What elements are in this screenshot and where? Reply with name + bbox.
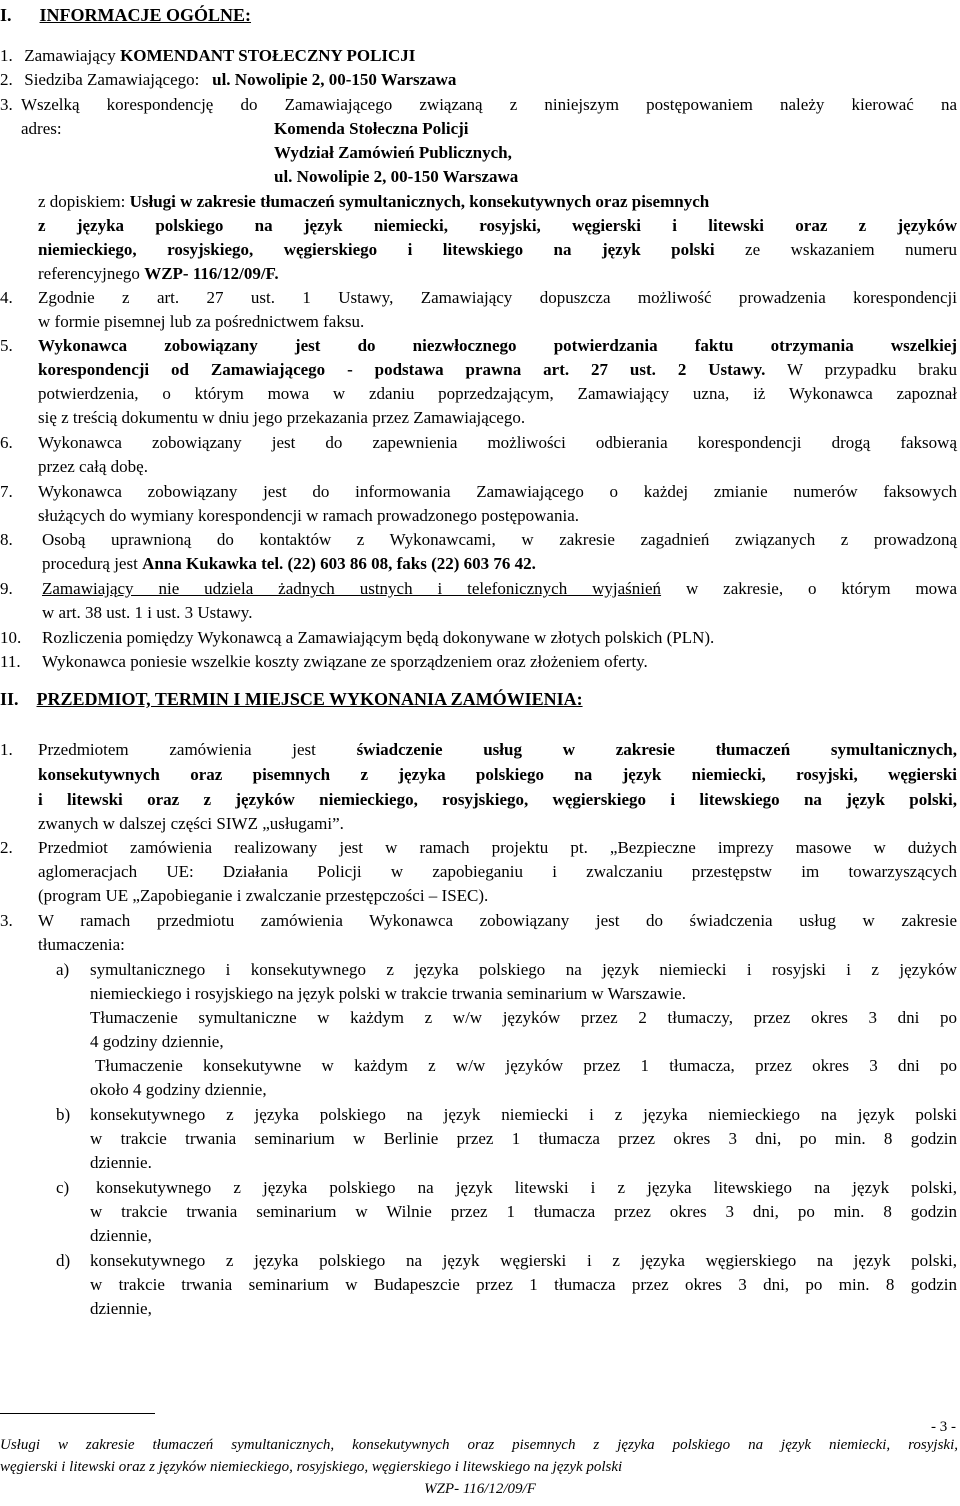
s1-item-6-line-2: przez całą dobę. (38, 457, 148, 476)
dopisek-text: niemieckiego, rosyjskiego, węgierskiego i litewskiego na język polski (38, 240, 715, 259)
subitem-c-line-2: w trakcie trwania seminarium w Wilnie przez 1 tłumacza przez okres 3 dni, po min. 8 godzin (90, 1202, 957, 1221)
subitem-c-marker: c) (56, 1178, 70, 1197)
subitem-a-line-4: 4 godziny dziennie, (90, 1032, 224, 1051)
subitem-b-line-2: w trakcie trwania seminarium w Berlinie przez 1 tłumacza przez okres 3 dni, po min. 8 godzin (90, 1129, 957, 1148)
s1-item-9-line-1 (42, 577, 957, 601)
s1-item-3-number: 3. (0, 95, 13, 114)
item-bold-text: ul. Nowolipie 2, 00-150 Warszawa (212, 70, 457, 89)
dopisek-text: Usługi w zakresie tłumaczeń symultanicznych, konsekutywnych oraz pisemnych (129, 192, 710, 211)
footer-line-1: Usługi w zakresie tłumaczeń symultanicznych, konsekutywnych oraz pisemnych z języka polskiego na język niemiecki, rosyjski, (0, 1437, 958, 1453)
subitem-d-line-2: w trakcie trwania seminarium w Budapeszcie przez 1 tłumacza przez okres 3 dni, po min. 8 godzin (90, 1275, 957, 1294)
section-1-heading (0, 4, 251, 28)
s1-item-5-line-2 (38, 358, 957, 382)
s1-item-9-line-2: w art. 38 ust. 1 i ust. 3 Ustawy. (42, 603, 253, 622)
section-1-title: INFORMACJE OGÓLNE: (39, 5, 252, 25)
section-2-heading (0, 688, 583, 712)
item-bold-text: KOMENDANT STOŁECZNY POLICJI (120, 46, 416, 65)
s1-item-5-number: 5. (0, 336, 13, 355)
s1-item-3-adres-label: adres: (21, 119, 62, 138)
item-text: Zamawiający (24, 46, 121, 65)
item-bold-text: świadczenie usług w zakresie tłumaczeń symultanicznych, (356, 740, 957, 759)
s2-item-2-line-3: (program UE „Zapobieganie i zwalczanie przestępczości – ISEC). (38, 886, 489, 905)
s2-item-1-number: 1. (0, 740, 13, 759)
s2-item-2-number: 2. (0, 838, 13, 857)
subitem-a-marker: a) (56, 960, 70, 979)
s1-item-8-line-2 (42, 552, 536, 576)
s1-item-10-number: 10. (0, 628, 22, 647)
dopisek-label: z dopiskiem: (38, 192, 130, 211)
s2-item-1-line-4: zwanych w dalszej części SIWZ „usługami”. (38, 814, 344, 833)
s1-dopisek-line-2: z języka polskiego na język niemiecki, rosyjski, węgierski i litewski oraz z języków (38, 216, 957, 235)
s1-item-7-number: 7. (0, 482, 13, 501)
subitem-d-line-1: konsekutywnego z języka polskiego na język węgierski i z języka węgierskiego na język polski, (90, 1251, 957, 1270)
subitem-b-line-3: dziennie. (90, 1153, 152, 1172)
footer-line-2: węgierski i litewski oraz z języków niemieckiego, rosyjskiego, węgierskiego i litewskiego na język polski (0, 1459, 623, 1475)
s1-item-4-line-2: w formie pisemnej lub za pośrednictwem faksu. (38, 312, 365, 331)
footer-rule (0, 1413, 155, 1414)
s1-dopisek-line-3 (38, 238, 957, 262)
dopisek-rest: ze wskazaniem numeru (714, 240, 958, 259)
s1-address-line-2: Wydział Zamówień Publicznych, (274, 143, 512, 162)
s1-item-5-line-3: potwierdzenia, o którym mowa w zdaniu poprzedzającym, Zamawiający uzna, iż Wykonawca zapoznał (38, 384, 957, 403)
s1-item-11-number: 11. (0, 652, 21, 671)
s1-item-4-number: 4. (0, 288, 13, 307)
item-number: 1. (0, 46, 13, 65)
item-text: Siedziba Zamawiającego: (24, 70, 200, 89)
section-1-number: I. (0, 5, 12, 25)
s2-item-1-line-1 (38, 738, 957, 762)
s1-item-6-line-1: Wykonawca zobowiązany jest do zapewnienia możliwości odbierania korespondencji drogą faksową (38, 433, 957, 452)
s1-item-5-line-4: się z treścią dokumentu w dniu jego przekazania przez Zamawiającego. (38, 408, 526, 427)
s1-item-4-line-1: Zgodnie z art. 27 ust. 1 Ustawy, Zamawiający dopuszcza możliwość prowadzenia korespondencji (38, 288, 957, 307)
page-number: - 3 - (931, 1419, 956, 1435)
s2-item-3-line-2: tłumaczenia: (38, 935, 125, 954)
subitem-c-line-1: konsekutywnego z języka polskiego na język litewski i z języka litewskiego na język polski, (96, 1178, 957, 1197)
subitem-a-line-3: Tłumaczenie symultaniczne w każdym z w/w języków przez 2 tłumaczy, przez okres 3 dni po (90, 1008, 957, 1027)
s1-address-line-1: Komenda Stołeczna Policji (274, 119, 469, 138)
subitem-b-line-1: konsekutywnego z języka polskiego na język niemiecki i z języka niemieckiego na język polski (90, 1105, 957, 1124)
subitem-d-marker: d) (56, 1251, 71, 1270)
s1-item-8-line-1: Osobą uprawnioną do kontaktów z Wykonawcami, w zakresie zagadnień związanych z prowadzoną (42, 530, 957, 549)
subitem-a-line-1: symultanicznego i konsekutywnego z języka polskiego na język niemiecki i rosyjski i z języków (90, 960, 957, 979)
item-bold-text: korespondencji od Zamawiającego - podstawa prawna art. 27 ust. 2 Ustawy. (38, 360, 766, 379)
s2-item-2-line-2: aglomeracjach UE: Działania Policji w zapobieganiu i zwalczaniu przestępstw im towarzyszących (38, 862, 957, 881)
contact-person: Anna Kukawka tel. (22) 603 86 08, faks (22) 603 76 42. (142, 554, 536, 573)
item-number: 2. (0, 70, 13, 89)
s1-item-7-line-1: Wykonawca zobowiązany jest do informowania Zamawiającego o każdej zmianie numerów faksowych (38, 482, 957, 501)
reference-number: WZP- 116/12/09/F. (144, 264, 279, 283)
s1-dopisek-line-1 (38, 190, 709, 214)
subitem-d-line-3: dziennie, (90, 1299, 152, 1318)
section-2-title: PRZEDMIOT, TERMIN I MIEJSCE WYKONANIA ZAMÓWIENIA: (36, 689, 583, 709)
item-text: W przypadku braku (765, 360, 958, 379)
s1-address-line-3: ul. Nowolipie 2, 00-150 Warszawa (274, 167, 519, 186)
s1-item-10-line-1: Rozliczenia pomiędzy Wykonawcą a Zamawiającym będą dokonywane w złotych polskich (PLN). (42, 628, 715, 647)
s1-item-11-line-1: Wykonawca poniesie wszelkie koszty związane ze sporządzeniem oraz złożeniem oferty. (42, 652, 648, 671)
item-text: w zakresie, o którym mowa (661, 579, 958, 598)
subitem-a-line-5: Tłumaczenie konsekutywne w każdym z w/w języków przez 1 tłumacza, przez okres 3 dni po (95, 1056, 957, 1075)
s1-item-7-line-2: służących do wymiany korespondencji w ramach prowadzonego postępowania. (38, 506, 579, 525)
item-underlined-text: Zamawiający nie udziela żadnych ustnych i telefonicznych wyjaśnień (42, 579, 662, 598)
s2-item-1-line-2: konsekutywnych oraz pisemnych z języka polskiego na język niemiecki, rosyjski, węgierski (38, 765, 957, 784)
subitem-a-line-6: około 4 godziny dziennie, (90, 1080, 267, 1099)
s1-item-1 (0, 44, 415, 68)
s1-item-5-line-1: Wykonawca zobowiązany jest do niezwłocznego potwierdzania faktu otrzymania wszelkiej (38, 336, 957, 355)
s1-dopisek-line-4 (38, 262, 279, 286)
s1-item-6-number: 6. (0, 433, 13, 452)
reference-label: referencyjnego (38, 264, 145, 283)
s2-item-3-number: 3. (0, 911, 13, 930)
s2-item-2-line-1: Przedmiot zamówienia realizowany jest w ramach projektu pt. „Bezpieczne imprezy masowe w dużych (38, 838, 957, 857)
subitem-a-line-2: niemieckiego i rosyjskiego na język polski w trakcie trwania seminarium w Warszawie. (90, 984, 686, 1003)
footer-reference: WZP- 116/12/09/F (424, 1481, 536, 1497)
item-text: Przedmiotem zamówienia jest (38, 740, 357, 759)
subitem-b-marker: b) (56, 1105, 71, 1124)
s1-item-8-number: 8. (0, 530, 13, 549)
s1-item-3-line-1: Wszelką korespondencję do Zamawiającego związaną z niniejszym postępowaniem należy kierować na (21, 95, 957, 114)
s1-item-2 (0, 68, 456, 92)
item-text: procedurą jest (42, 554, 143, 573)
s2-item-1-line-3: i litewski oraz z języków niemieckiego, rosyjskiego, węgierskiego i litewskiego na język polski, (38, 790, 957, 809)
s1-item-9-number: 9. (0, 579, 13, 598)
subitem-c-line-3: dziennie, (90, 1226, 152, 1245)
s2-item-3-line-1: W ramach przedmiotu zamówienia Wykonawca zobowiązany jest do świadczenia usług w zakresie (38, 911, 957, 930)
section-2-number: II. (0, 689, 19, 709)
